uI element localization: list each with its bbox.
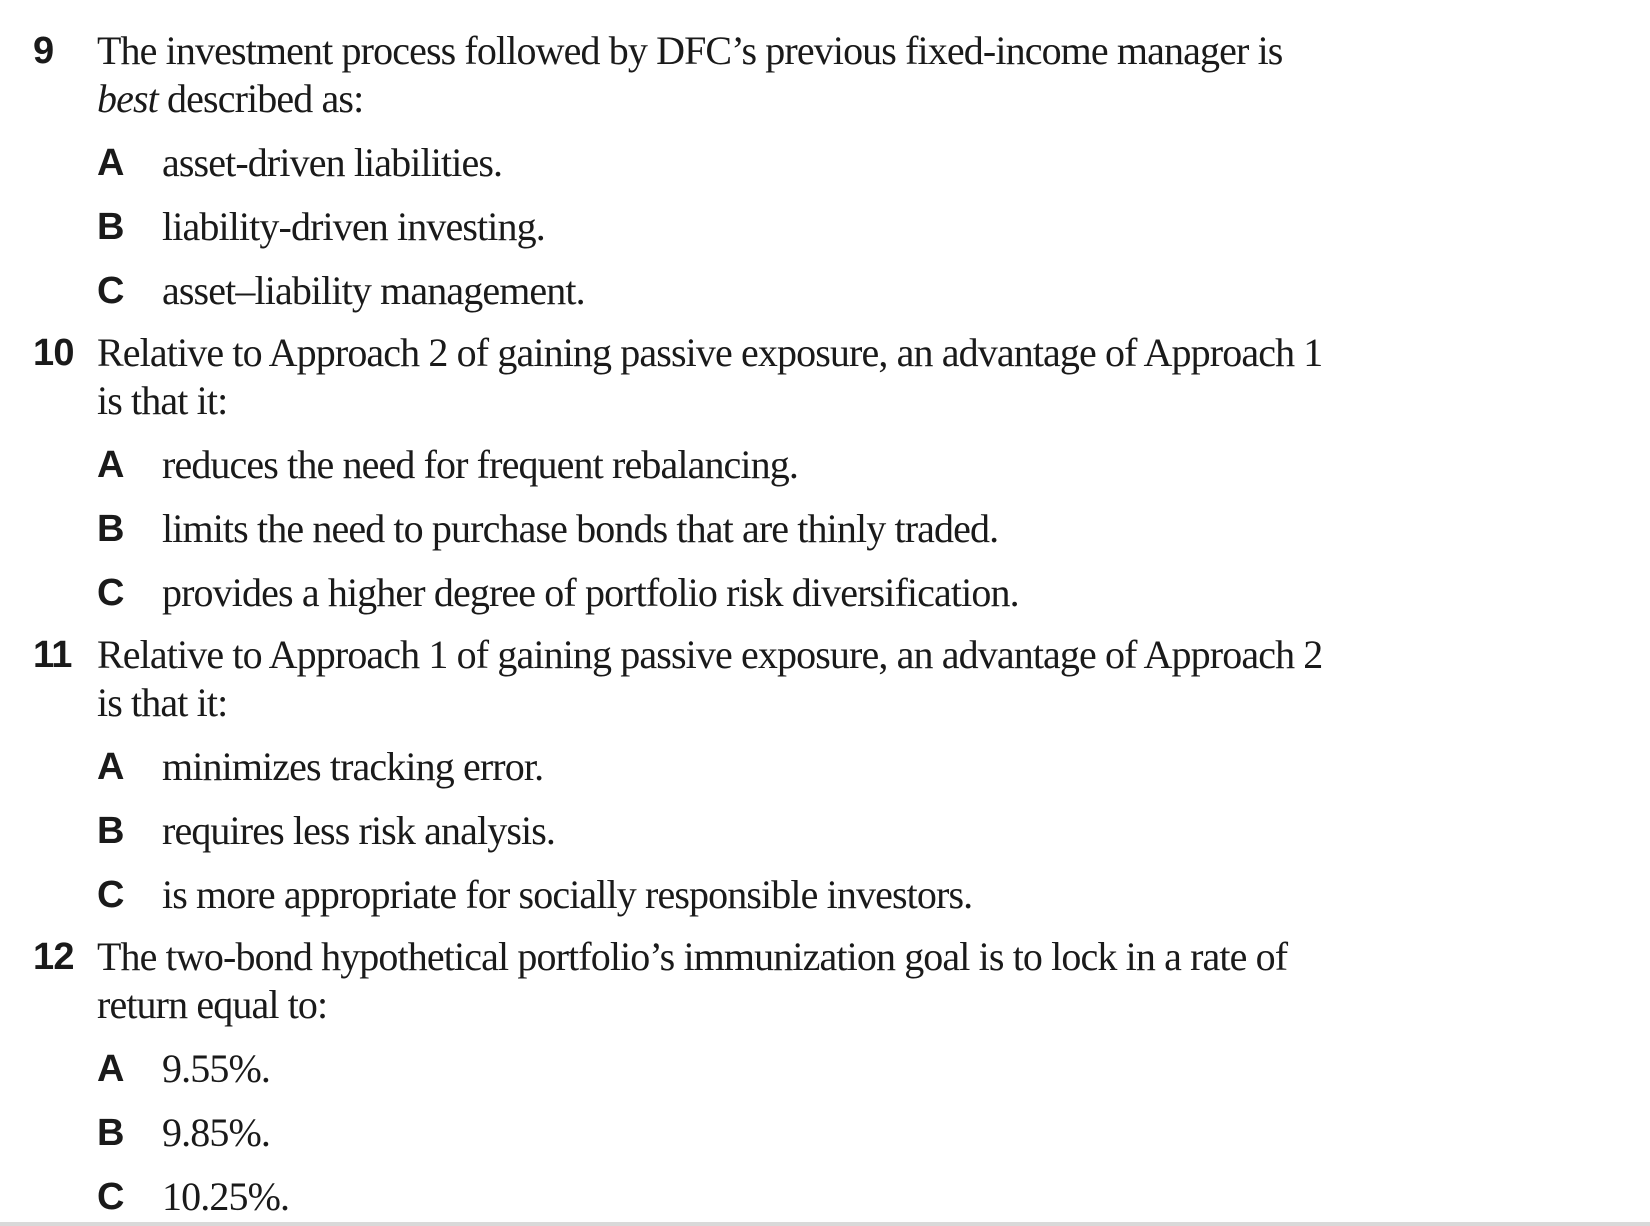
option-letter: C (97, 270, 125, 312)
option-letter: A (97, 444, 125, 486)
option-row (97, 139, 1610, 187)
option-text: reduces the need for frequent rebalancing. (162, 442, 799, 487)
question-12 (33, 933, 1610, 1221)
option-letter: C (97, 1176, 125, 1218)
option-row (97, 505, 1610, 553)
stem-line-1: The investment process followed by DFC’s previous fixed-income manager is (97, 28, 1283, 73)
option-letter: B (97, 810, 125, 852)
option-text: asset-driven liabilities. (162, 140, 503, 185)
option-letter: A (97, 1048, 125, 1090)
option-letter: C (97, 572, 125, 614)
option-row (97, 743, 1610, 791)
option-row (97, 569, 1610, 617)
option-text: minimizes tracking error. (162, 744, 544, 789)
option-text: is more appropriate for socially responsible investors. (162, 872, 973, 917)
question-stem (97, 631, 1610, 727)
option-row (97, 267, 1610, 315)
question-10 (33, 329, 1610, 617)
question-stem (97, 27, 1610, 123)
option-row (97, 871, 1610, 919)
question-body (97, 27, 1610, 315)
option-letter: B (97, 508, 125, 550)
question-stem (97, 933, 1610, 1029)
option-row (97, 1045, 1610, 1093)
option-row (97, 1109, 1610, 1157)
stem-line-2: described as: (157, 76, 364, 121)
option-letter: B (97, 206, 125, 248)
option-text: limits the need to purchase bonds that are thinly traded. (162, 506, 999, 551)
option-text: 9.85%. (162, 1110, 271, 1155)
option-row (97, 807, 1610, 855)
stem-line-1: Relative to Approach 1 of gaining passive exposure, an advantage of Approach 2 (97, 632, 1323, 677)
question-number: 10 (33, 332, 74, 374)
option-text: asset–liability management. (162, 268, 585, 313)
option-row (97, 1173, 1610, 1221)
option-letter: A (97, 142, 125, 184)
option-text: provides a higher degree of portfolio risk diversification. (162, 570, 1019, 615)
option-letter: B (97, 1112, 125, 1154)
stem-line-2: is that it: (97, 680, 228, 725)
page-bottom-rule (0, 1222, 1650, 1226)
option-text: 10.25%. (162, 1174, 290, 1219)
question-stem (97, 329, 1610, 425)
question-number: 11 (33, 634, 72, 676)
option-row (97, 441, 1610, 489)
question-body (97, 933, 1610, 1221)
option-letter: A (97, 746, 125, 788)
question-11 (33, 631, 1610, 919)
option-text: 9.55%. (162, 1046, 271, 1091)
option-text: requires less risk analysis. (162, 808, 556, 853)
question-body (97, 329, 1610, 617)
stem-line-2: return equal to: (97, 982, 328, 1027)
question-number: 9 (33, 30, 54, 72)
option-text: liability-driven investing. (162, 204, 545, 249)
stem-line-2: is that it: (97, 378, 228, 423)
question-number: 12 (33, 936, 74, 978)
question-body (97, 631, 1610, 919)
stem-line-2-italic: best (97, 76, 158, 121)
option-letter: C (97, 874, 125, 916)
stem-line-1: Relative to Approach 2 of gaining passive exposure, an advantage of Approach 1 (97, 330, 1323, 375)
question-9 (33, 27, 1610, 315)
option-row (97, 203, 1610, 251)
stem-line-1: The two-bond hypothetical portfolio’s immunization goal is to lock in a rate of (97, 934, 1288, 979)
